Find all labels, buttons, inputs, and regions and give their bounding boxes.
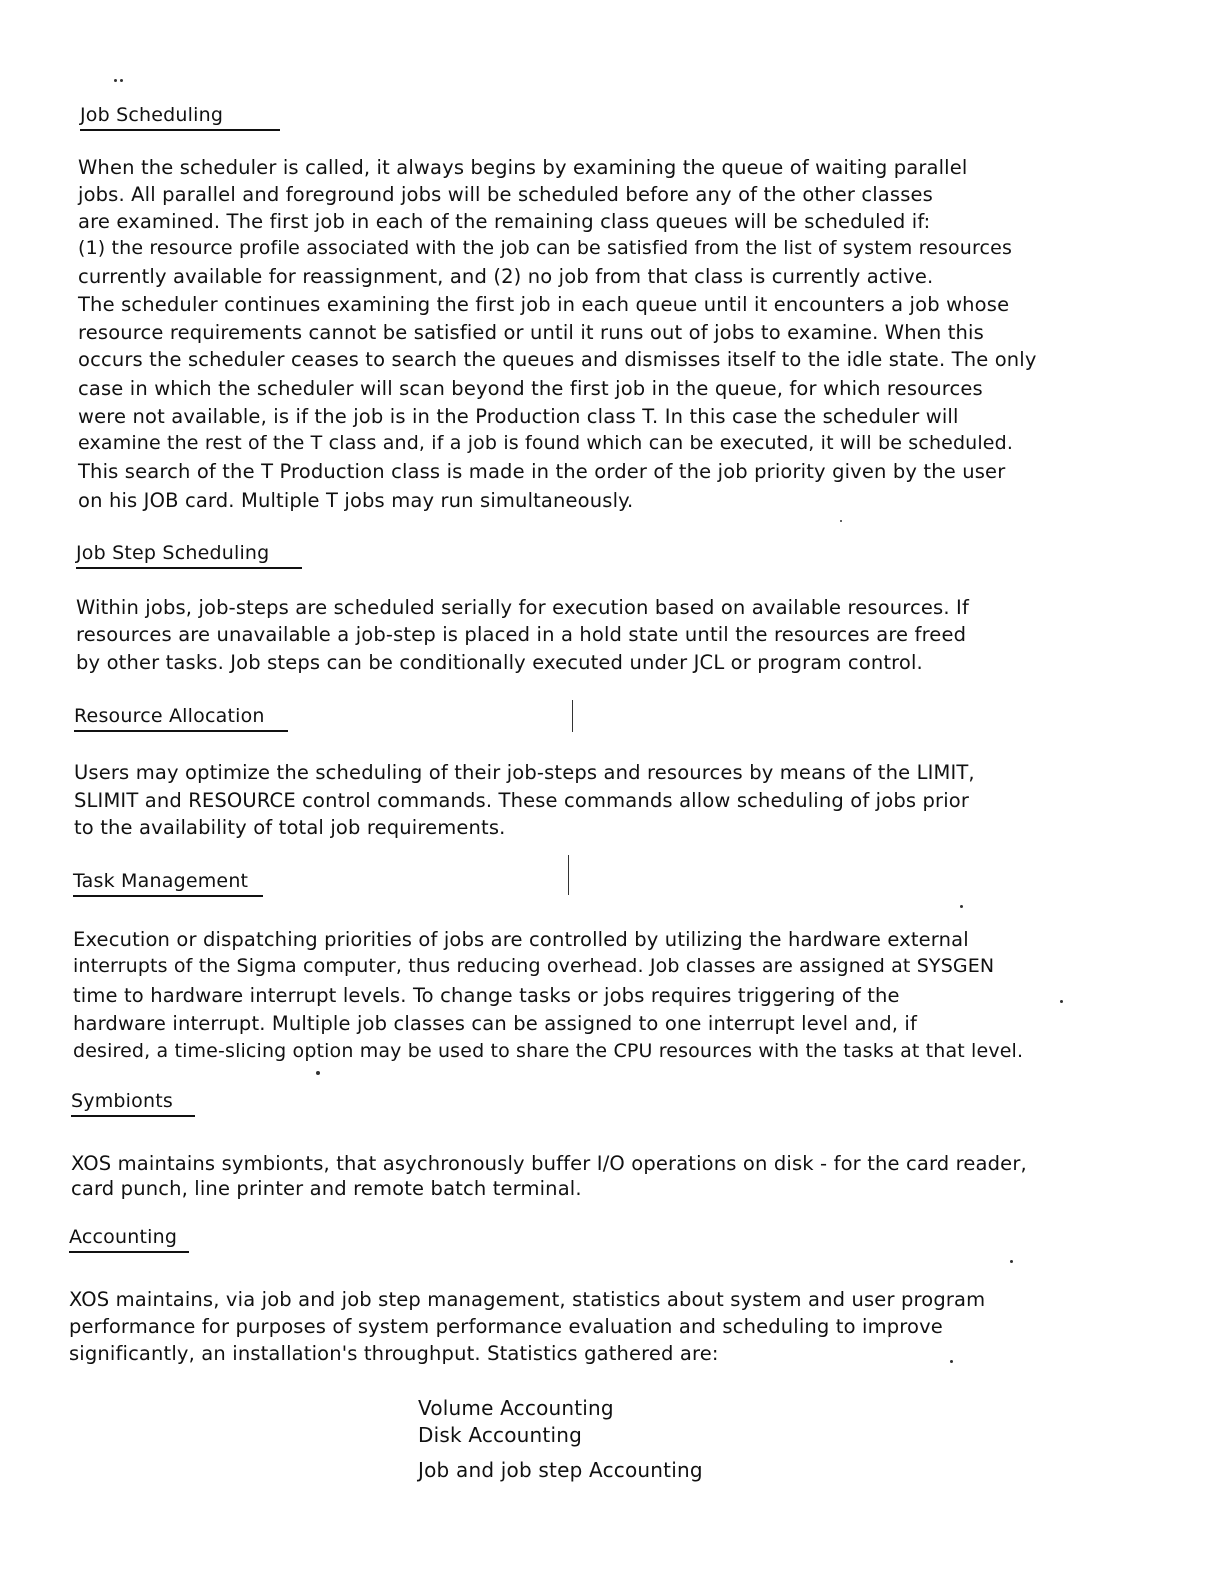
body-line: by other tasks. Job steps can be conditionally executed under JCL or program control. (76, 651, 923, 674)
body-line: currently available for reassignment, and (2) no job from that class is currently active. (78, 265, 934, 288)
body-line: The scheduler continues examining the first job in each queue until it encounters a job whose (78, 293, 1010, 316)
body-line: XOS maintains, via job and job step management, statistics about system and user program (69, 1288, 986, 1311)
body-line: jobs. All parallel and foreground jobs will be scheduled before any of the other classes (78, 183, 933, 206)
section-heading-job-step-scheduling: Job Step Scheduling (76, 542, 302, 569)
section-heading-resource-allocation: Resource Allocation (74, 705, 288, 732)
body-line: interrupts of the Sigma computer, thus reducing overhead. Job classes are assigned at SYSGEN (73, 955, 995, 977)
body-line: When the scheduler is called, it always begins by examining the queue of waiting parallel (78, 156, 968, 179)
body-line: to the availability of total job requirements. (74, 816, 506, 839)
list-item: Volume Accounting (418, 1396, 614, 1420)
body-line: were not available, is if the job is in the Production class T. In this case the scheduler will (78, 405, 959, 428)
section-heading-job-scheduling: Job Scheduling (80, 104, 280, 131)
body-line: SLIMIT and RESOURCE control commands. These commands allow scheduling of jobs prior (74, 789, 970, 812)
body-line: significantly, an installation's throughput. Statistics gathered are: (69, 1342, 719, 1365)
body-line: XOS maintains symbionts, that asychronously buffer I/O operations on disk - for the card reader, (71, 1152, 1027, 1175)
body-line: on his JOB card. Multiple T jobs may run simultaneously. (78, 489, 634, 512)
body-line: (1) the resource profile associated with the job can be satisfied from the list of system resources (78, 237, 1013, 259)
section-heading-accounting: Accounting (69, 1226, 189, 1253)
body-line: hardware interrupt. Multiple job classes can be assigned to one interrupt level and, if (73, 1012, 918, 1035)
list-item: Disk Accounting (418, 1423, 582, 1447)
body-line: Execution or dispatching priorities of jobs are controlled by utilizing the hardware external (73, 928, 969, 951)
list-item: Job and job step Accounting (418, 1458, 703, 1482)
body-line: occurs the scheduler ceases to search the queues and dismisses itself to the idle state. The only (78, 348, 1037, 371)
body-line: resources are unavailable a job-step is placed in a hold state until the resources are freed (76, 623, 967, 646)
body-line: examine the rest of the T class and, if a job is found which can be executed, it will be scheduled. (78, 432, 1014, 454)
body-line: case in which the scheduler will scan beyond the first job in the queue, for which resources (78, 377, 983, 400)
body-line: This search of the T Production class is made in the order of the job priority given by the user (78, 460, 1006, 483)
body-line: resource requirements cannot be satisfied or until it runs out of jobs to examine. When this (78, 321, 984, 344)
body-line: card punch, line printer and remote batch terminal. (71, 1177, 582, 1200)
body-line: desired, a time-slicing option may be used to share the CPU resources with the tasks at that level. (73, 1040, 1024, 1062)
body-line: performance for purposes of system performance evaluation and scheduling to improve (69, 1315, 943, 1338)
body-line: time to hardware interrupt levels. To change tasks or jobs requires triggering of the (73, 984, 900, 1007)
section-heading-task-management: Task Management (73, 870, 263, 897)
body-line: are examined. The first job in each of the remaining class queues will be scheduled if: (78, 210, 931, 233)
section-heading-symbionts: Symbionts (71, 1090, 195, 1117)
body-line: Within jobs, job-steps are scheduled serially for execution based on available resources. If (76, 596, 969, 619)
body-line: Users may optimize the scheduling of their job-steps and resources by means of the LIMIT, (74, 761, 975, 784)
